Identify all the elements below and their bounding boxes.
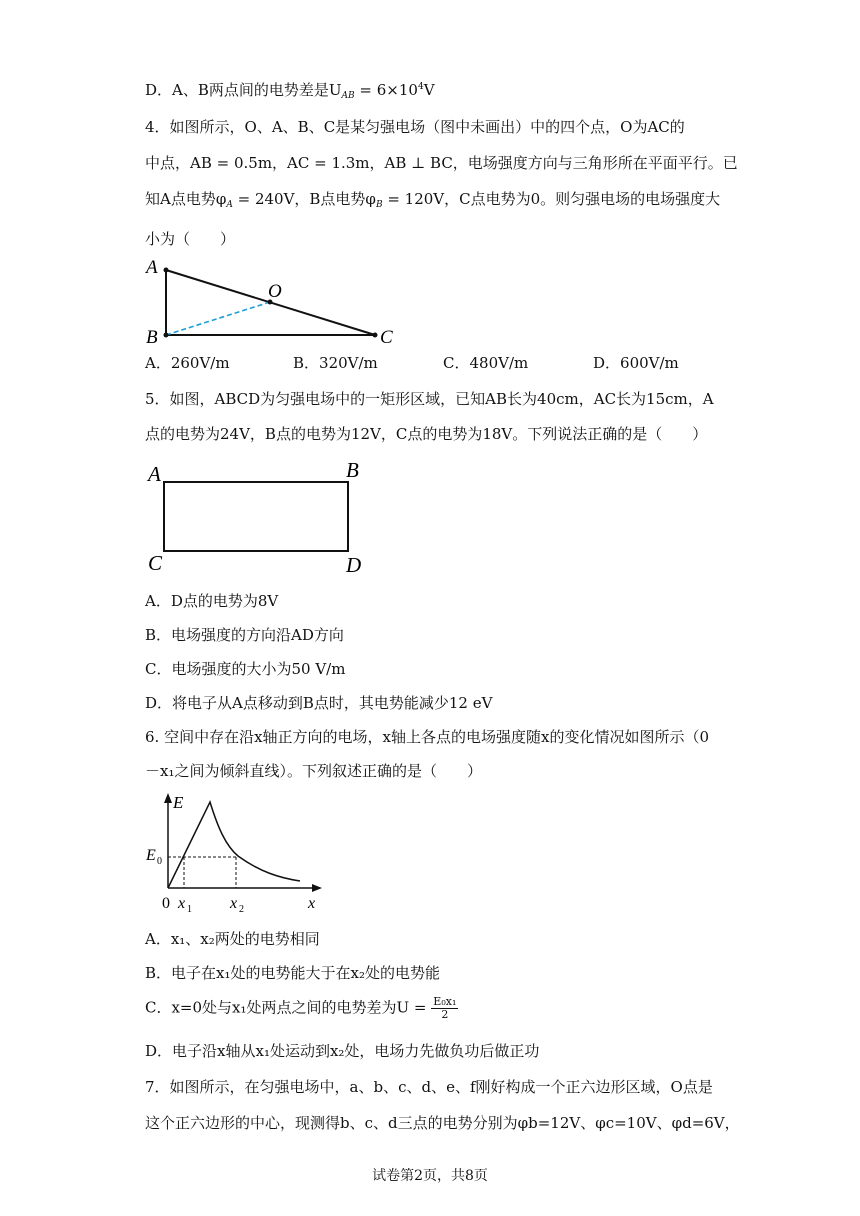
q6-label-x1-sub: 1	[187, 904, 192, 915]
q4-label-b: B	[146, 327, 158, 348]
q7-stem-line2: 这个正六边形的中心，现测得b、c、d三点的电势分别为φb=12V、φc=10V、φd=6V，	[145, 1114, 740, 1132]
q6-option-a: A．x₁、x₂两处的电势相同	[145, 930, 320, 948]
q4-point-a	[164, 268, 169, 273]
q4-triangle-figure	[140, 255, 410, 350]
q4-option-c: C．480V/m	[443, 354, 529, 372]
q4-option-b: B．320V/m	[293, 354, 378, 372]
q5-stem-line2: 点的电势为24V，B点的电势为12V，C点的电势为18V。下列说法正确的是（ ）	[145, 425, 708, 443]
q7-stem-line1: 7．如图所示，在匀强电场中，a、b、c、d、e、f刚好构成一个正六边形区域，O点是	[145, 1078, 713, 1096]
q5-option-d: D．将电子从A点移动到B点时，其电势能减少12 eV	[145, 694, 493, 712]
q4-option-d: D．600V/m	[593, 354, 679, 372]
q4-label-c: C	[380, 327, 393, 348]
q6-label-e: E	[173, 793, 184, 812]
q4-stem-line1: 4．如图所示，O、A、B、C是某匀强电场（图中未画出）中的四个点，O为AC的	[145, 118, 685, 136]
q6-graph-figure	[140, 788, 330, 918]
q6-stem-line1: 6. 空间中存在沿x轴正方向的电场，x轴上各点的电场强度随x的变化情况如图所示（0	[145, 728, 710, 746]
page-footer: 试卷第2页，共8页	[372, 1168, 488, 1184]
q6-e-axis-arrow	[164, 793, 172, 803]
q5-rectangle-abcd	[164, 482, 348, 551]
q6-label-x: x	[308, 895, 316, 912]
q6-option-d: D．电子沿x轴从x₁处运动到x₂处，电场力先做负功后做正功	[145, 1042, 540, 1060]
q5-option-a: A．D点的电势为8V	[145, 592, 279, 610]
q6-e-curve	[168, 802, 300, 888]
q6-label-e0: E	[146, 847, 156, 864]
q6-stem-line2: －x₁之间为倾斜直线）。下列叙述正确的是（ ）	[145, 762, 482, 780]
q3-option-d: D．A、B两点间的电势差是$U_{AB} = 6\times 10^4V$	[145, 81, 435, 101]
q4-stem-line3: 知A点电势$\varphi_A = 240V$，B点电势$\varphi_B = 120V$，C点电势为0。则匀强电场的电场强度大	[145, 190, 721, 210]
q5-stem-line1: 5．如图，ABCD为匀强电场中的一矩形区域，已知AB长为40cm，AC长为15cm，A	[145, 390, 714, 408]
q6-option-c-fraction: $\frac{\text{E₀x₁}}{2}$	[433, 995, 457, 1021]
q5-label-a: A	[148, 462, 161, 486]
q5-rectangle-figure	[140, 455, 380, 580]
q4-label-a: A	[146, 257, 158, 278]
q6-label-origin: 0	[162, 895, 170, 912]
q6-label-e0-sub: 0	[157, 856, 162, 867]
q5-option-b: B．电场强度的方向沿AD方向	[145, 626, 344, 644]
q4-option-a: A．260V/m	[145, 354, 230, 372]
q4-point-b	[164, 333, 169, 338]
q6-option-b: B．电子在x₁处的电势能大于在x₂处的电势能	[145, 964, 440, 982]
q6-label-x2-sub: 2	[239, 904, 244, 915]
q4-segment-bo	[166, 302, 270, 335]
q4-stem-line2: 中点，AB = 0.5m，AC = 1.3m，AB ⊥ BC，电场强度方向与三角形所在平面平行。已	[145, 154, 738, 172]
q6-label-x2: x	[230, 895, 238, 912]
q5-label-d: D	[346, 553, 362, 577]
q5-label-b: B	[346, 458, 359, 482]
q6-x-axis-arrow	[312, 884, 322, 892]
q5-option-c: C．电场强度的大小为50 V/m	[145, 660, 346, 678]
q4-stem-line4: 小为（ ）	[145, 230, 236, 248]
q6-option-c: C．x=0处与x₁处两点之间的电势差为U = $\frac{\text{E₀x₁}}{2}$	[145, 995, 457, 1021]
q4-label-o: O	[268, 281, 282, 302]
q5-label-c: C	[148, 551, 163, 575]
q4-point-c	[373, 333, 378, 338]
q6-label-x1: x	[178, 895, 186, 912]
